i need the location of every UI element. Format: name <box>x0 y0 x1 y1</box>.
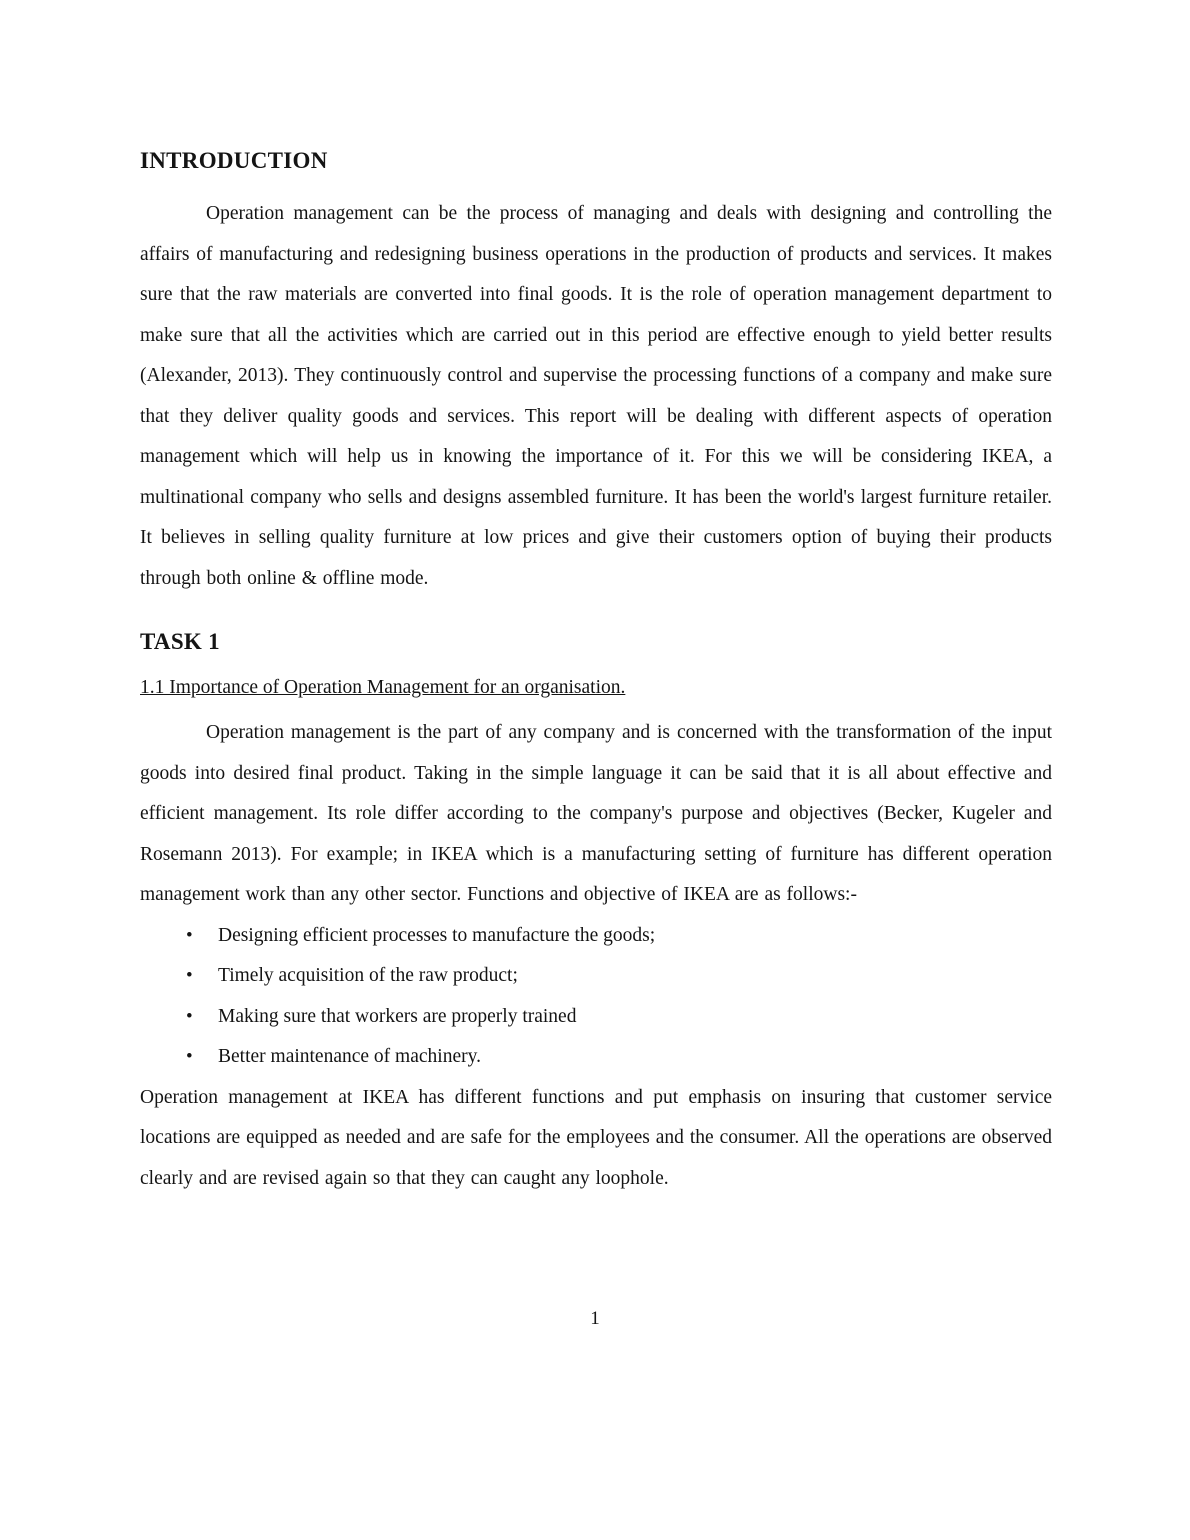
introduction-heading: INTRODUCTION <box>140 148 328 173</box>
task1-subheading: 1.1 Importance of Operation Management for an organisation. <box>140 677 626 698</box>
task1-paragraph: Operation management is the part of any company and is concerned with the transformation of the input goods into desired final product. Taking in the simple language it can be said that it is all about effective and efficient management. Its role differ according to the company's purpose and objectives (Becker, Kugeler and Rosemann 2013). For example; in IKEA which is a manufacturing setting of furniture has different operation management work than any other sector. Functions and objective of IKEA are as follows:- <box>140 722 1052 905</box>
introduction-paragraph: Operation management can be the process of managing and deals with designing and controlling the affairs of manufacturing and redesigning business operations in the production of products and services. It makes sure that the raw materials are converted into final goods. It is the role of operation management department to make sure that all the activities which are carried out in this period are effective enough to yield better results (Alexander, 2013). They continuously control and supervise the processing functions of a company and make sure that they deliver quality goods and services. This report will be dealing with different aspects of operation management which will help us in knowing the importance of it. For this we will be considering IKEA, a multinational company who sells and designs assembled furniture. It has been the world's largest furniture retailer. It believes in selling quality furniture at low prices and give their customers option of buying their products through both online & offline mode. <box>140 203 1052 589</box>
bullet-icon: • <box>186 1046 193 1067</box>
page-number: 1 <box>590 1308 600 1329</box>
bullet-text: Designing efficient processes to manufacture the goods; <box>218 924 656 946</box>
list-item <box>140 956 1052 997</box>
bullet-icon: • <box>186 965 193 986</box>
bullet-text: Better maintenance of machinery. <box>218 1046 481 1067</box>
list-item <box>140 1037 1052 1078</box>
task1-heading: TASK 1 <box>140 629 220 654</box>
list-item <box>140 997 1052 1038</box>
bullet-text: Timely acquisition of the raw product; <box>218 965 518 986</box>
task1-bullet-list <box>140 916 1052 1078</box>
document-content <box>140 148 1052 1199</box>
list-item <box>140 916 1052 957</box>
task1-closing-paragraph: Operation management at IKEA has different functions and put emphasis on insuring that customer service locations are equipped as needed and are safe for the employees and the consumer. All the operations are observed clearly and are revised again so that they can caught any loophole. <box>140 1086 1052 1189</box>
bullet-text: Making sure that workers are properly trained <box>218 1005 577 1027</box>
bullet-icon: • <box>186 924 193 946</box>
bullet-icon: • <box>186 1005 193 1027</box>
